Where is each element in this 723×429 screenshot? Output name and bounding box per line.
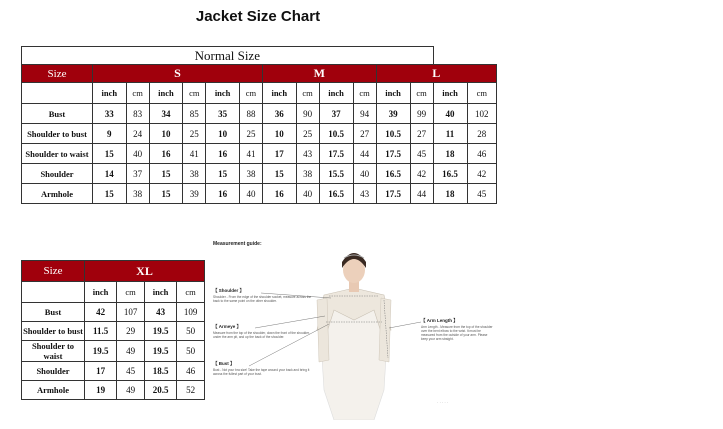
- table-row: [22, 303, 205, 322]
- table-cell: 18.5: [144, 362, 176, 381]
- table-cell: 109: [177, 303, 205, 322]
- table-cell: 17.5: [376, 184, 410, 204]
- table-cell: 19.5: [144, 341, 176, 362]
- table-cell: 94: [353, 104, 376, 124]
- table-cell: 42: [467, 164, 496, 184]
- label-armeye: 【 Armeye 】: [213, 324, 242, 329]
- table-cell: 45: [467, 184, 496, 204]
- row-label: Bust: [22, 303, 85, 322]
- table-cell: 33: [93, 104, 127, 124]
- table-cell: 40: [353, 164, 376, 184]
- size-table-xl: [21, 242, 205, 400]
- table-cell: 35: [206, 104, 240, 124]
- table-cell: 44: [410, 184, 433, 204]
- table-cell: 16.5: [433, 164, 467, 184]
- table-row: [22, 184, 497, 204]
- table-cell: 42: [410, 164, 433, 184]
- table-cell: 27: [410, 124, 433, 144]
- table-cell: 15: [149, 164, 183, 184]
- table-cell: 50: [177, 322, 205, 341]
- table-cell: 85: [183, 104, 206, 124]
- table-cell: 38: [126, 184, 149, 204]
- table-cell: 43: [353, 184, 376, 204]
- table-cell: 16.5: [376, 164, 410, 184]
- table-cell: 10.5: [376, 124, 410, 144]
- table-cell: 90: [296, 104, 319, 124]
- row-label: Shoulder to waist: [22, 341, 85, 362]
- size-group-l: L: [376, 65, 496, 83]
- table-row: [22, 341, 205, 362]
- size-header: Size: [22, 65, 93, 83]
- table-cell: 41: [183, 144, 206, 164]
- table-cell: 29: [117, 322, 145, 341]
- table-cell: 28: [467, 124, 496, 144]
- table-row: [22, 322, 205, 341]
- unit-header: cm: [183, 83, 206, 104]
- table-cell: 36: [262, 104, 296, 124]
- desc-bust: Bust - Not your bra size! Take the tape around your back and bring it across the fullest part of your bust.: [213, 368, 310, 376]
- table-cell: 49: [117, 341, 145, 362]
- label-arm-length: 【 Arm Length 】: [421, 318, 458, 323]
- watermark: · · · · ·: [437, 400, 449, 405]
- table-cell: 19: [85, 381, 117, 400]
- table-cell: 10: [149, 124, 183, 144]
- table-cell: 38: [239, 164, 262, 184]
- table-cell: 18: [433, 144, 467, 164]
- table-cell: 16: [206, 184, 240, 204]
- table-cell: 15: [206, 164, 240, 184]
- table-cell: 18: [433, 184, 467, 204]
- table-cell: 16: [262, 184, 296, 204]
- table-cell: 27: [353, 124, 376, 144]
- table-cell: 44: [353, 144, 376, 164]
- table-cell: 34: [149, 104, 183, 124]
- table-cell: 37: [319, 104, 353, 124]
- unit-header: inch: [144, 282, 176, 303]
- table-cell: 102: [467, 104, 496, 124]
- table-cell: 40: [433, 104, 467, 124]
- table-row: [22, 144, 497, 164]
- page-title: Jacket Size Chart: [195, 8, 321, 25]
- table-cell: 40: [239, 184, 262, 204]
- table-cell: 17: [262, 144, 296, 164]
- table-cell: 38: [296, 164, 319, 184]
- table-cell: 17: [85, 362, 117, 381]
- table-cell: 39: [183, 184, 206, 204]
- table-cell: 42: [85, 303, 117, 322]
- size-group-m: M: [262, 65, 376, 83]
- table-cell: 16.5: [319, 184, 353, 204]
- unit-header: cm: [410, 83, 433, 104]
- desc-armeye: Measure from the top of the shoulder, down the front of the shoulder, under the arm pit, and up the back of the shoulder.: [213, 331, 310, 339]
- table-cell: 11: [433, 124, 467, 144]
- table-cell: 46: [467, 144, 496, 164]
- size-header: Size: [22, 261, 85, 282]
- table-cell: 20.5: [144, 381, 176, 400]
- unit-header: cm: [296, 83, 319, 104]
- row-label: Armhole: [22, 184, 93, 204]
- table-cell: 11.5: [85, 322, 117, 341]
- table-cell: 45: [117, 362, 145, 381]
- table-cell: 16: [206, 144, 240, 164]
- table-cell: 10.5: [319, 124, 353, 144]
- empty-cell: [22, 282, 85, 303]
- table-cell: 15: [93, 184, 127, 204]
- table-cell: 10: [206, 124, 240, 144]
- table-cell: 10: [262, 124, 296, 144]
- row-label: Bust: [22, 104, 93, 124]
- row-label: Shoulder to bust: [22, 124, 93, 144]
- table-cell: 15: [262, 164, 296, 184]
- table-top-rule: [22, 242, 205, 261]
- row-label: Armhole: [22, 381, 85, 400]
- row-label: Shoulder to waist: [22, 144, 93, 164]
- table-cell: 43: [296, 144, 319, 164]
- table-cell: 45: [410, 144, 433, 164]
- row-label: Shoulder: [22, 164, 93, 184]
- table-cell: 49: [117, 381, 145, 400]
- unit-header: cm: [117, 282, 145, 303]
- row-label: Shoulder: [22, 362, 85, 381]
- table-banner: Normal Size: [22, 47, 434, 65]
- table-cell: 25: [239, 124, 262, 144]
- table-cell: 88: [239, 104, 262, 124]
- table-cell: 19.5: [144, 322, 176, 341]
- unit-header: inch: [85, 282, 117, 303]
- table-cell: 50: [177, 341, 205, 362]
- table-cell: 16: [149, 144, 183, 164]
- table-row: [22, 381, 205, 400]
- table-cell: 25: [296, 124, 319, 144]
- unit-header: inch: [149, 83, 183, 104]
- table-row: [22, 124, 497, 144]
- table-row: [22, 362, 205, 381]
- table-cell: 15.5: [319, 164, 353, 184]
- table-cell: 15: [149, 184, 183, 204]
- unit-header: cm: [353, 83, 376, 104]
- table-row: [22, 104, 497, 124]
- table-cell: 19.5: [85, 341, 117, 362]
- size-table-normal: [21, 46, 497, 204]
- size-group-xl: XL: [85, 261, 205, 282]
- label-shoulder: 【 Shoulder 】: [213, 288, 245, 293]
- table-cell: 24: [126, 124, 149, 144]
- table-cell: 9: [93, 124, 127, 144]
- table-cell: 99: [410, 104, 433, 124]
- label-bust: 【 Bust 】: [213, 361, 235, 366]
- table-cell: 17.5: [376, 144, 410, 164]
- measurement-guide: [209, 240, 499, 420]
- table-cell: 40: [296, 184, 319, 204]
- table-cell: 41: [239, 144, 262, 164]
- unit-header: inch: [433, 83, 467, 104]
- unit-header: inch: [376, 83, 410, 104]
- table-cell: 40: [126, 144, 149, 164]
- unit-header: cm: [126, 83, 149, 104]
- table-cell: 25: [183, 124, 206, 144]
- table-cell: 39: [376, 104, 410, 124]
- table-cell: 83: [126, 104, 149, 124]
- unit-header: inch: [262, 83, 296, 104]
- row-label: Shoulder to bust: [22, 322, 85, 341]
- table-cell: 107: [117, 303, 145, 322]
- table-cell: 52: [177, 381, 205, 400]
- unit-header: cm: [467, 83, 496, 104]
- table-cell: 43: [144, 303, 176, 322]
- unit-header: inch: [319, 83, 353, 104]
- table-cell: 17.5: [319, 144, 353, 164]
- unit-header: cm: [177, 282, 205, 303]
- desc-shoulder: Shoulder - From the edge of the shoulder socket, measure across the back to the same point on the other shoulder.: [213, 295, 312, 303]
- unit-header: cm: [239, 83, 262, 104]
- desc-arm-length: Arm Length - Measure from the top of the shoulder over the bent elbow to the wrist. It must be measured from the outside of your arm. Please keep your arm straight.: [421, 325, 493, 341]
- table-cell: 14: [93, 164, 127, 184]
- size-group-s: S: [93, 65, 263, 83]
- unit-header: inch: [93, 83, 127, 104]
- table-cell: 15: [93, 144, 127, 164]
- table-cell: 38: [183, 164, 206, 184]
- empty-cell: [22, 83, 93, 104]
- unit-header: inch: [206, 83, 240, 104]
- table-cell: 46: [177, 362, 205, 381]
- table-cell: 37: [126, 164, 149, 184]
- table-row: [22, 164, 497, 184]
- guide-title: Measurement guide:: [213, 241, 262, 247]
